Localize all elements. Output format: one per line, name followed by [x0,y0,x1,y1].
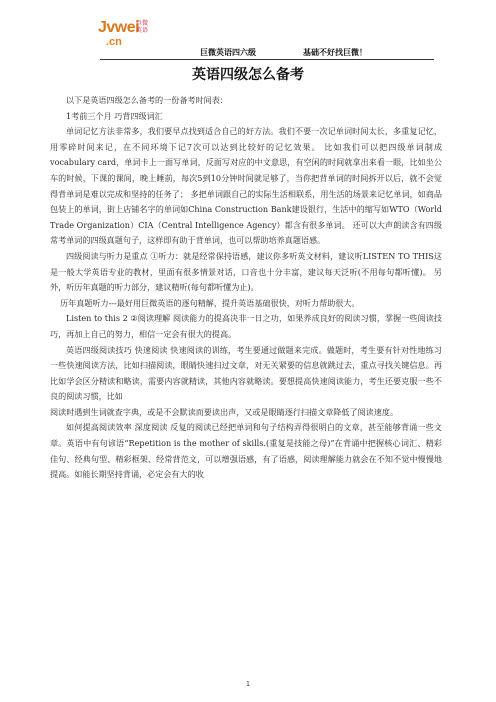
paragraph-intro: 以下是英语四级怎么备考的一份备考时间表： [66,95,228,105]
page-header [0,0,496,58]
paragraph-vocab: 单词记忆方法非常多，我们要早点找到适合自己的好方法。我们不要一次记单词时间太长，多重复记忆，用零碎时间来记，在不同环境下记7次可以达到比较好的记忆效果。 比如我们可以把四级单词制成vocabulary card，单词卡上一面写单词，反面写对应的中文意思，有空闲的时间就拿出来看一眼，比如坐公车的时候，下课的课间，晚上睡前，每次5到10分钟时间就足够了，当你把背单词的时间拆开以后，就不会觉得背单词是难以完成和坚持的任务了； 多把单词跟自己的实际生活相联系，用生活的场景来记忆单词，如商品包装上的单词，街上店铺名字的单词如China Construction Bank建设银行，生活中的缩写如WTO（World Trade Organization）CIA（Central Intelligence Agency）都含有很多单词。 还可以大声朗读含有四级常考单词的四级真题句子，这样即有助于背单词，也可以帮助培养真题语感。 [50,126,442,246]
logo-chinese: 巨微英语 [136,20,149,34]
paragraph-reading-habits: 阅读时遇到生词就查字典，或是不会默读而要读出声，又或是眼睛逐行扫描文章降低了阅读速度。 [50,406,399,417]
paragraph-deep-reading: 如何提高阅读效率 深度阅读 反复的阅读已经把单词和句子结构弄得很明白的文章，甚至能够背诵一些文章。英语中有句谚语“Repetition is the mother of skills.(重复是技能之母)”在背诵中把握核心词汇、精彩佳句、经典句型、精彩框架、经常背范文，可以增强语感，有了语感，阅读理解能力就会在不知不觉中慢慢地提高。如能长期坚持背诵，必定会有大的收 [50,422,442,480]
page-number: 1 [246,681,250,688]
header-right-text: 基础不好找巨微！ [303,48,367,57]
paragraph-listening: 四级阅读与听力是重点 ①听力：就是经常保持语感，建议你多听英文材料，建议听LISTEN TO THIS这是一般大学英语专业的教材，里面有很多情景对话，口音也十分丰富，建议每天泛听(不用每句都听懂)。 另外，听历年真题的听力部分，建议精听(每句都听懂为止)。 [50,250,442,293]
paragraph-past-papers: 历年真题听力---最好用巨微英语的逐句精解，提升英语基础很快，对听力帮助很大。 [60,297,360,308]
paragraph-reading: Listen to this 2 ②阅读理解 阅读能力的提高决非一日之功，如果养成良好的阅读习惯，掌握一些阅读技巧，再加上自己的努力，相信一定会有很大的提高。 [50,313,442,339]
logo-text: Jvwei [98,19,140,36]
header-left-text: 巨微英语四六级 [200,48,256,57]
document-body [50,93,442,483]
paragraph-heading-vocab: 1考前三个月 巧背四级词汇 [66,110,163,121]
logo-domain: .cn [106,36,122,48]
paragraph-fast-reading: 英语四级阅读技巧 快速阅读 快速阅读的训练，考生要通过做题来完成。做题时，考生要有针对性地练习一些快速阅读方法，比如扫描阅读，眼睛快速扫过文章，对无关紧要的信息就跳过去，重点寻找关键信息。再比如学会区分精读和略读，需要内容就精读，其他内容就略读。要想提高快速阅读能力，考生还要克服一些不良的阅读习惯，比如 [50,344,442,402]
header-divider [100,59,434,60]
document-title: 英语四级怎么备考 [192,67,304,83]
jvwei-logo[interactable] [98,16,160,52]
